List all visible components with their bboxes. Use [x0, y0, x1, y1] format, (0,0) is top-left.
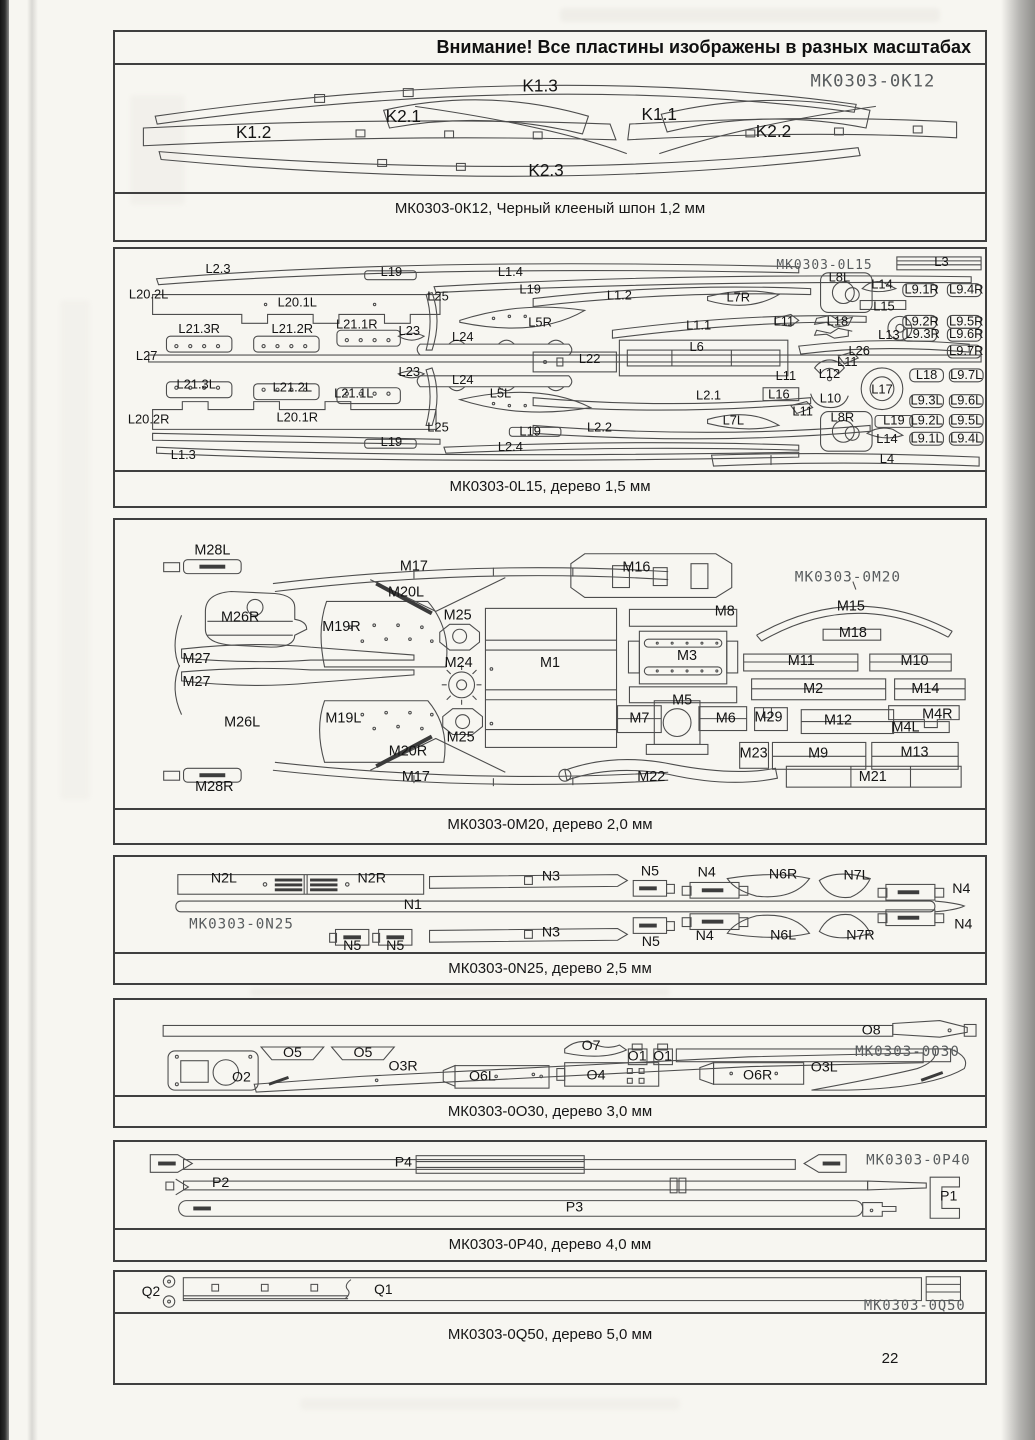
part-label: N7R — [846, 927, 875, 944]
part-label: L21.2L — [272, 379, 313, 395]
part-label: O2 — [232, 1069, 251, 1086]
part-label: N1 — [403, 896, 422, 913]
part-label: O3L — [810, 1059, 838, 1076]
part-label: N6L — [770, 927, 797, 944]
part-label: M4L — [891, 719, 920, 736]
page-header: Внимание! Все пластины изображены в разных масштабах — [115, 32, 985, 65]
part-label: O5 — [282, 1044, 302, 1061]
part-label: L9.4R — [949, 281, 984, 297]
part-label: K1.1 — [641, 104, 677, 125]
page-fold-shading — [27, 0, 38, 1440]
part-label: M15 — [836, 598, 865, 615]
plate-code-label: МК0303-0Q50 — [863, 1298, 966, 1312]
bleed-through-artifact — [250, 988, 670, 996]
part-label: L18 — [826, 313, 849, 329]
part-label: L20.2R — [127, 411, 170, 427]
plate-outlines — [149, 257, 983, 466]
part-label: L23 — [398, 323, 421, 339]
plate-caption: МК0303-0О30, дерево 3,0 мм — [447, 1103, 653, 1120]
part-label: M25 — [446, 729, 475, 746]
part-label: K1.2 — [235, 121, 272, 142]
plate-section-n25 — [113, 855, 987, 985]
part-label: N4 — [952, 881, 971, 898]
part-label: M21 — [858, 769, 887, 786]
part-label: L12 — [818, 365, 841, 381]
part-label: L19 — [883, 412, 905, 428]
part-label: L1.3 — [170, 447, 196, 463]
part-label: O1 — [653, 1048, 673, 1065]
plate-drawing-m20-svg — [115, 520, 985, 808]
part-label: P3 — [565, 1199, 584, 1216]
plate-drawing-n25-svg — [115, 857, 985, 952]
part-label: M14 — [911, 680, 940, 697]
part-label: K2.1 — [385, 106, 422, 127]
page-number: 22 — [881, 1350, 899, 1367]
part-label: M19R — [322, 619, 361, 636]
part-label: L2.2 — [587, 419, 613, 435]
part-labels — [212, 1152, 971, 1215]
part-label: N5 — [386, 938, 405, 952]
part-label: L19 — [519, 423, 541, 439]
part-label: L3 — [934, 253, 949, 269]
part-label: P2 — [211, 1174, 230, 1191]
part-label: M20R — [388, 743, 428, 760]
part-label: M8 — [714, 603, 735, 620]
plate-code-label: МК0303-0P40 — [866, 1152, 971, 1169]
part-label: M24 — [444, 654, 473, 671]
part-label: L7L — [722, 412, 745, 428]
part-label: L14 — [876, 431, 898, 447]
part-label: L11 — [773, 313, 795, 329]
part-label: L27 — [135, 347, 158, 363]
plate-code-label: МК0303-0N25 — [189, 916, 294, 933]
part-label: L18 — [915, 366, 938, 382]
plate-section-o30 — [113, 998, 987, 1128]
plate-drawing-o30-svg — [115, 1000, 985, 1095]
plate-code-label: МК0303-0М20 — [794, 569, 902, 586]
plate-drawing-k12 — [115, 65, 985, 194]
part-label: M2 — [803, 680, 824, 697]
part-label: L9.1L — [910, 430, 943, 446]
part-label: L17 — [871, 381, 893, 397]
part-label: N2L — [210, 870, 237, 887]
plate-section-m20 — [113, 518, 987, 845]
plate-code-label: МК0303-0К12 — [810, 71, 936, 92]
part-label: N7L — [843, 867, 870, 884]
part-label: L9.3L — [910, 392, 943, 408]
part-label: M20L — [388, 584, 424, 601]
bleed-through-artifact — [60, 300, 90, 800]
bleed-through-artifact — [300, 1398, 680, 1410]
part-label: M13 — [900, 744, 929, 761]
part-label: N3 — [541, 924, 561, 941]
part-label: Q1 — [374, 1281, 393, 1297]
part-label: M3 — [677, 648, 698, 665]
plate-outlines — [164, 554, 965, 787]
part-label: L9.5R — [949, 313, 984, 329]
part-label: O6R — [743, 1067, 773, 1084]
part-label: L11 — [775, 367, 797, 383]
part-label: L21.1L — [334, 385, 374, 401]
part-label: L14 — [871, 276, 893, 292]
scanner-edge-left — [0, 0, 9, 1440]
part-label: Q2 — [141, 1283, 161, 1299]
part-label: M18 — [838, 625, 867, 642]
part-label: L21.2R — [271, 321, 314, 337]
part-label: N4 — [695, 928, 714, 945]
part-label: L10 — [819, 390, 842, 406]
part-label: M4R — [922, 706, 953, 723]
part-label: M17 — [401, 769, 430, 786]
part-label: L26 — [848, 343, 870, 359]
part-label: L21.1R — [335, 316, 378, 332]
part-label: L25 — [427, 419, 449, 435]
plate-drawing-q50 — [115, 1272, 985, 1314]
part-label: N6R — [768, 866, 798, 883]
plate-section-q50 — [113, 1270, 987, 1385]
part-label: L9.2L — [910, 412, 943, 428]
plate-drawing-k12-svg — [115, 65, 985, 192]
part-label: K2.3 — [528, 160, 564, 181]
part-label: M28R — [195, 779, 234, 796]
part-label: P4 — [394, 1154, 413, 1171]
part-labels — [142, 1282, 966, 1312]
part-label: L20.1L — [277, 294, 317, 310]
part-label: M22 — [637, 769, 666, 786]
part-label: M7 — [629, 710, 650, 727]
part-label: M29 — [754, 709, 783, 726]
part-label: L6 — [689, 339, 704, 355]
part-label: N5 — [640, 863, 659, 880]
part-label: M16 — [622, 559, 651, 576]
plate-outlines — [150, 1155, 959, 1219]
part-label: L1.4 — [497, 263, 523, 279]
part-label: M25 — [443, 607, 472, 624]
part-label: N2R — [357, 870, 386, 887]
plate-caption: МК0303-0L15, дерево 1,5 мм — [449, 478, 651, 495]
part-label: O4 — [586, 1067, 606, 1084]
part-label: M9 — [808, 745, 829, 762]
part-label: L5R — [528, 314, 552, 330]
part-labels — [232, 1022, 960, 1085]
part-label: O5 — [353, 1044, 373, 1061]
scanner-edge-right — [1001, 0, 1035, 1440]
plate-caption: МК0303-0Q50, дерево 5,0 мм — [447, 1326, 653, 1343]
part-label: L16 — [768, 386, 790, 402]
part-label: M10 — [900, 652, 929, 669]
part-label: M1 — [540, 654, 560, 671]
part-label: M6 — [715, 710, 736, 727]
part-label: L9.5L — [950, 412, 983, 428]
part-label: K1.3 — [522, 75, 558, 96]
part-label: L5L — [489, 385, 512, 401]
part-label: M11 — [787, 652, 815, 669]
plate-code-label: МК0303-0L15 — [776, 257, 873, 273]
bleed-through-artifact — [560, 8, 940, 22]
part-label: N4 — [954, 916, 973, 933]
part-label: L24 — [452, 329, 474, 345]
part-label: L21.3L — [176, 376, 216, 392]
part-label: N3 — [541, 868, 561, 885]
part-label: L9.3R — [905, 326, 940, 342]
part-label: L9.6L — [950, 392, 983, 408]
part-label: L24 — [452, 371, 474, 387]
plate-section-k12 — [113, 30, 987, 242]
part-label: O1 — [627, 1048, 647, 1065]
part-label: L8R — [830, 409, 855, 425]
plate-section-p40 — [113, 1140, 987, 1262]
plate-code-label: МК0303-0О30 — [855, 1043, 960, 1060]
part-label: L20.1R — [276, 409, 319, 425]
part-label: K2.2 — [755, 120, 792, 141]
plate-outlines — [163, 1276, 960, 1307]
plate-drawing-o30 — [115, 1000, 985, 1097]
part-label: M28L — [194, 542, 231, 559]
part-label: L1.2 — [606, 287, 632, 303]
part-label: M26L — [224, 714, 261, 731]
part-label: O3R — [388, 1058, 418, 1075]
part-label: N4 — [697, 864, 716, 881]
part-label: M27 — [182, 651, 211, 668]
part-label: L9.2R — [904, 313, 939, 329]
part-label: L19 — [380, 434, 403, 450]
part-label: L25 — [427, 288, 449, 304]
part-label: L23 — [398, 363, 421, 379]
plate-drawing-l15 — [115, 249, 985, 472]
plate-section-l15 — [113, 247, 987, 508]
plate-caption: МК0303-0N25, дерево 2,5 мм — [448, 960, 652, 977]
plate-drawing-p40 — [115, 1142, 985, 1230]
plate-caption: МК0303-0P40, дерево 4,0 мм — [448, 1236, 652, 1253]
part-label: L15 — [873, 298, 895, 314]
part-label: L11 — [837, 353, 858, 369]
part-label: L9.6R — [949, 326, 984, 342]
part-label: O8 — [861, 1022, 881, 1039]
part-label: L2.1 — [696, 387, 722, 403]
part-label: L11 — [792, 403, 813, 419]
part-label: L2.4 — [497, 439, 523, 455]
part-label: L9.7L — [950, 366, 983, 382]
part-label: M5 — [672, 692, 693, 709]
plate-drawing-n25 — [115, 857, 985, 954]
part-label: O7 — [581, 1037, 601, 1054]
part-label: L1.1 — [686, 317, 712, 333]
plate-caption: МК0303-0К12, Черный клееный шпон 1,2 мм — [394, 200, 706, 217]
part-label: M12 — [824, 712, 852, 729]
part-label: M26R — [220, 609, 260, 626]
part-label: M23 — [739, 745, 768, 762]
part-label: L7R — [726, 289, 751, 305]
plate-caption: МК0303-0М20, дерево 2,0 мм — [447, 816, 653, 833]
part-label: M17 — [399, 558, 428, 575]
part-label: M19L — [325, 710, 362, 727]
part-label: L9.7R — [949, 343, 984, 359]
part-label: L4 — [879, 451, 895, 467]
part-label: L19 — [380, 263, 403, 279]
part-label: L20.2L — [128, 286, 169, 302]
part-label: P1 — [940, 1188, 958, 1205]
plate-drawing-l15-svg — [115, 249, 985, 470]
plate-drawing-p40-svg — [115, 1142, 985, 1228]
part-label: L21.3R — [178, 321, 220, 337]
part-label: N5 — [641, 934, 660, 951]
part-label: N5 — [343, 938, 362, 952]
part-label: L9.4L — [950, 430, 983, 446]
part-label: M27 — [182, 673, 211, 690]
part-label: L9.1R — [904, 281, 939, 297]
plate-drawing-m20 — [115, 520, 985, 810]
part-label: O6L — [469, 1068, 496, 1085]
part-label: L19 — [519, 281, 541, 297]
plate-drawing-q50-svg — [115, 1272, 985, 1312]
part-label: L22 — [578, 350, 601, 366]
part-label: L2.3 — [205, 260, 231, 276]
part-label: L8L — [828, 269, 851, 285]
part-label: L13 — [878, 327, 900, 343]
